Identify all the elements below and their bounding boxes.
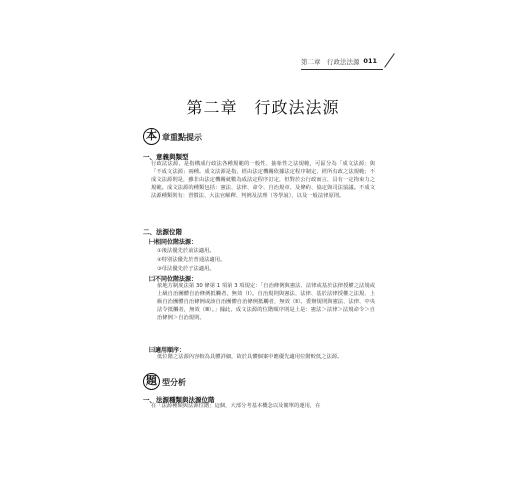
rule-item-3: ③母法優先於子法適用。 — [157, 266, 215, 272]
section-1-body: 行政法法源，是指構成行政法各種規範的一般性、抽象性之法規範，可區分為「成文法源」與「不成文法源」兩種。成文法源是指，經由法定機關依據法定程序制定，經所有政之法規範；不成文法源則是，雖非由法定機關就數為成法定程序訂定，但對於公行政而言，具有一定拘束力之規範。成文法源的種類包括：憲法、法律、命令、自治規章、及條約、協定與司法協議。不成文法源種類則有：習慣法、大法官解釋、判例及法理（等學說），以及一般法律原則。 — [151, 161, 375, 199]
page-number: 011 — [363, 57, 377, 65]
key-points-title: 章重點提示 — [162, 133, 202, 142]
chapter-title: 第二章 行政法法源 — [186, 98, 340, 117]
running-header — [301, 55, 383, 70]
subsection-b-body: 依地方制度法第 30 條第 1 項第 3 項規定：「自治條例與憲法、法律或基於法律授權之法規或上級自治團體自治條例抵觸者，無效（Ⅰ）。自治規則與憲法、法律、基於法律授權之法規、上級自治團體自治條例或該自治團體自治條例抵觸者，無效（Ⅱ）。委辦規則與憲法、法律、中央法令抵觸者，無效（Ⅲ）。」據此，成文法源的位階順序則是上是：憲法＞法律＞法規命令＞自治條例＞自治規則。 — [157, 283, 375, 321]
analysis-title: 型分析 — [162, 378, 186, 387]
header-slash-decoration — [384, 53, 395, 67]
analysis-section-1-title: 一、法源種類與法源位階 — [143, 396, 215, 404]
subsection-c-title: ㈢適用順序： — [149, 347, 186, 354]
analysis-circle-icon: 題 — [143, 373, 160, 390]
section-1-title: 一、意義與類型 — [143, 153, 189, 161]
section-2-title: 二、法源位階 — [143, 228, 182, 236]
subsection-a-title: ㈠相同位階法源： — [149, 239, 198, 246]
subsection-b-title: ㈡不同位階法源： — [149, 276, 198, 283]
analysis-section-1-body: 在「法源種類與法源位階」這個，大部分考基本概念以及簡單的運用，在 — [151, 403, 321, 409]
rule-item-2: ②特別法優先於普通法適用。 — [157, 257, 226, 263]
subsection-c-body: 低位階之法源內容較為具體詳細，故於具體個案中應優先適用位階較低之法源。 — [157, 354, 343, 360]
rule-item-1: ①後法優先於前法適用。 — [157, 248, 215, 254]
book-page — [143, 55, 383, 447]
header-chapter: 第二章 行政法法源 — [301, 58, 360, 66]
key-points-circle-icon: 本 — [143, 128, 160, 145]
